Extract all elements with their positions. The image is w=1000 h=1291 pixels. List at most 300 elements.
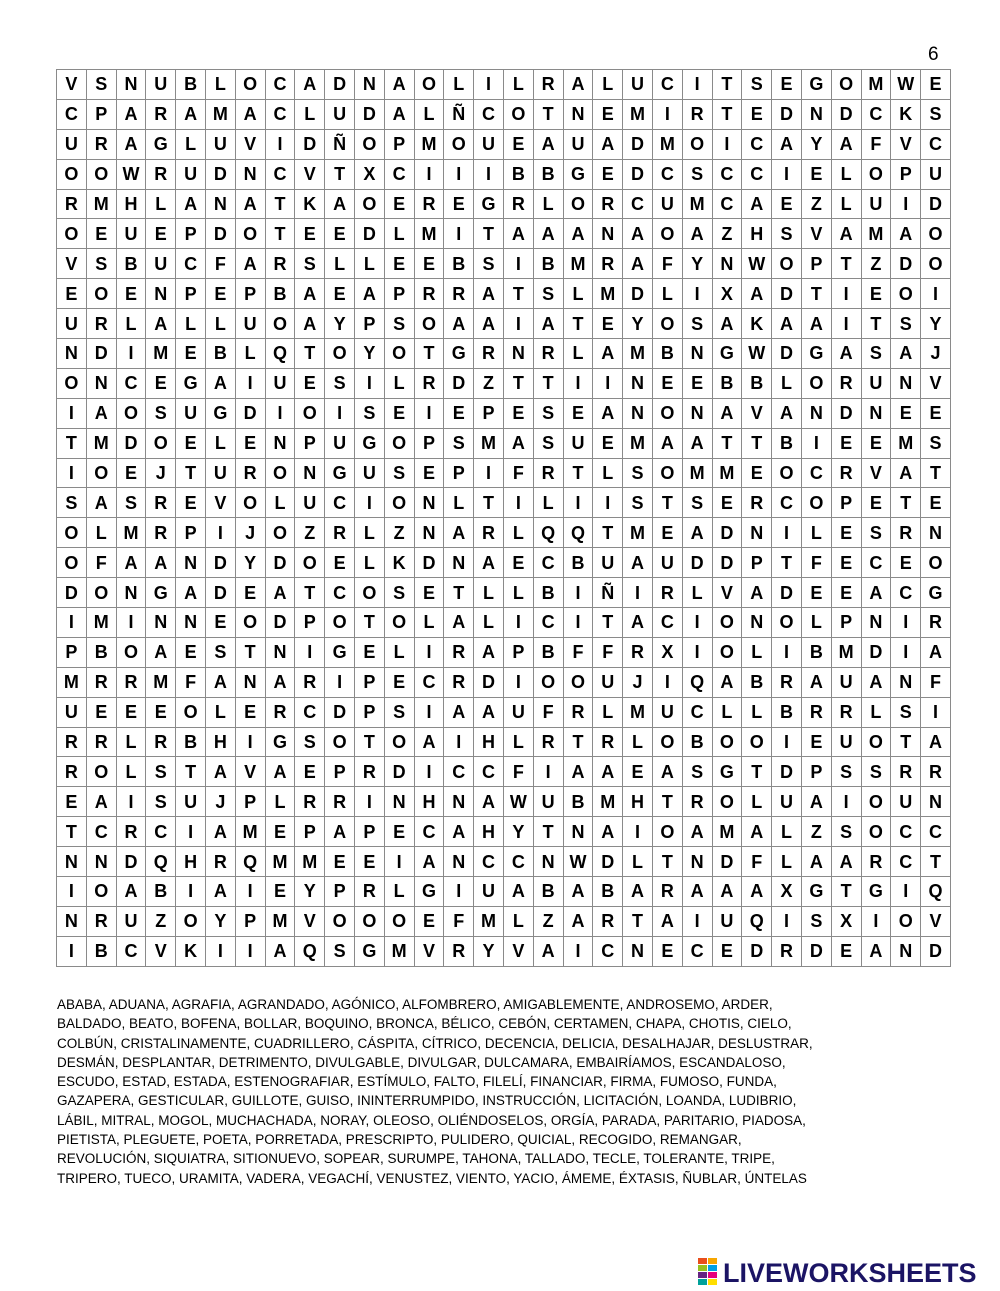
grid-cell[interactable]: A — [921, 727, 951, 757]
grid-cell[interactable]: L — [444, 70, 474, 100]
grid-cell[interactable]: N — [563, 99, 593, 129]
grid-cell[interactable]: Z — [801, 817, 831, 847]
grid-cell[interactable]: A — [533, 219, 563, 249]
grid-cell[interactable]: L — [176, 309, 206, 339]
grid-cell[interactable]: C — [861, 548, 891, 578]
grid-cell[interactable]: L — [116, 309, 146, 339]
grid-cell[interactable]: A — [325, 189, 355, 219]
grid-cell[interactable]: E — [384, 817, 414, 847]
grid-cell[interactable]: A — [414, 847, 444, 877]
grid-cell[interactable]: A — [116, 877, 146, 907]
grid-cell[interactable]: S — [861, 518, 891, 548]
grid-cell[interactable]: Z — [712, 219, 742, 249]
grid-cell[interactable]: P — [295, 817, 325, 847]
grid-cell[interactable]: O — [742, 727, 772, 757]
grid-cell[interactable]: T — [563, 309, 593, 339]
grid-cell[interactable]: E — [325, 548, 355, 578]
grid-cell[interactable]: L — [593, 697, 623, 727]
grid-cell[interactable]: I — [325, 398, 355, 428]
grid-cell[interactable]: Y — [325, 309, 355, 339]
grid-cell[interactable]: N — [354, 70, 384, 100]
grid-cell[interactable]: M — [861, 219, 891, 249]
grid-cell[interactable]: A — [235, 249, 265, 279]
grid-cell[interactable]: I — [444, 159, 474, 189]
grid-cell[interactable]: M — [146, 339, 176, 369]
grid-cell[interactable]: O — [503, 99, 533, 129]
grid-cell[interactable]: T — [533, 368, 563, 398]
grid-cell[interactable]: B — [533, 159, 563, 189]
grid-cell[interactable]: N — [116, 70, 146, 100]
grid-cell[interactable]: A — [325, 817, 355, 847]
grid-cell[interactable]: R — [623, 637, 653, 667]
grid-cell[interactable]: A — [265, 578, 295, 608]
grid-cell[interactable]: L — [503, 906, 533, 936]
grid-cell[interactable]: N — [235, 159, 265, 189]
grid-cell[interactable]: E — [682, 368, 712, 398]
grid-cell[interactable]: K — [176, 936, 206, 966]
grid-cell[interactable]: C — [921, 129, 951, 159]
grid-cell[interactable]: R — [593, 249, 623, 279]
grid-cell[interactable]: E — [652, 518, 682, 548]
grid-cell[interactable]: H — [623, 787, 653, 817]
grid-cell[interactable]: D — [682, 548, 712, 578]
grid-cell[interactable]: A — [176, 578, 206, 608]
grid-cell[interactable]: C — [593, 936, 623, 966]
grid-cell[interactable]: V — [861, 458, 891, 488]
grid-cell[interactable]: B — [742, 667, 772, 697]
grid-cell[interactable]: S — [861, 757, 891, 787]
grid-cell[interactable]: E — [414, 578, 444, 608]
grid-cell[interactable]: E — [116, 279, 146, 309]
grid-cell[interactable]: T — [652, 847, 682, 877]
grid-cell[interactable]: D — [712, 847, 742, 877]
grid-cell[interactable]: I — [861, 906, 891, 936]
grid-cell[interactable]: S — [891, 697, 921, 727]
grid-cell[interactable]: O — [176, 697, 206, 727]
grid-cell[interactable]: X — [652, 637, 682, 667]
grid-cell[interactable]: M — [414, 129, 444, 159]
grid-cell[interactable]: Z — [474, 368, 504, 398]
grid-cell[interactable]: F — [593, 637, 623, 667]
grid-cell[interactable]: I — [57, 458, 87, 488]
grid-cell[interactable]: E — [831, 548, 861, 578]
grid-cell[interactable]: D — [235, 398, 265, 428]
grid-cell[interactable]: E — [384, 667, 414, 697]
grid-cell[interactable]: G — [325, 637, 355, 667]
grid-cell[interactable]: U — [354, 458, 384, 488]
grid-cell[interactable]: A — [295, 279, 325, 309]
grid-cell[interactable]: S — [682, 488, 712, 518]
grid-cell[interactable]: T — [831, 877, 861, 907]
grid-cell[interactable]: T — [772, 548, 802, 578]
grid-cell[interactable]: L — [205, 70, 235, 100]
grid-cell[interactable]: I — [414, 159, 444, 189]
grid-cell[interactable]: P — [295, 608, 325, 638]
grid-cell[interactable]: T — [325, 159, 355, 189]
grid-cell[interactable]: M — [593, 787, 623, 817]
grid-cell[interactable]: A — [831, 219, 861, 249]
grid-cell[interactable]: O — [712, 727, 742, 757]
grid-cell[interactable]: D — [57, 578, 87, 608]
grid-cell[interactable]: Y — [295, 877, 325, 907]
grid-cell[interactable]: E — [831, 518, 861, 548]
grid-cell[interactable]: C — [325, 578, 355, 608]
grid-cell[interactable]: M — [205, 99, 235, 129]
grid-cell[interactable]: A — [891, 219, 921, 249]
grid-cell[interactable]: R — [146, 159, 176, 189]
grid-cell[interactable]: O — [384, 428, 414, 458]
grid-cell[interactable]: L — [742, 637, 772, 667]
grid-cell[interactable]: C — [265, 159, 295, 189]
grid-cell[interactable]: A — [682, 428, 712, 458]
grid-cell[interactable]: E — [325, 279, 355, 309]
grid-cell[interactable]: D — [742, 936, 772, 966]
grid-cell[interactable]: C — [414, 667, 444, 697]
grid-cell[interactable]: M — [474, 428, 504, 458]
grid-cell[interactable]: U — [831, 667, 861, 697]
grid-cell[interactable]: K — [742, 309, 772, 339]
grid-cell[interactable]: L — [384, 637, 414, 667]
grid-cell[interactable]: D — [772, 339, 802, 369]
grid-cell[interactable]: P — [235, 279, 265, 309]
grid-cell[interactable]: A — [384, 99, 414, 129]
grid-cell[interactable]: U — [295, 488, 325, 518]
grid-cell[interactable]: C — [712, 159, 742, 189]
grid-cell[interactable]: S — [533, 279, 563, 309]
grid-cell[interactable]: C — [325, 488, 355, 518]
grid-cell[interactable]: M — [414, 219, 444, 249]
grid-cell[interactable]: Q — [921, 877, 951, 907]
grid-cell[interactable]: I — [772, 906, 802, 936]
grid-cell[interactable]: E — [652, 936, 682, 966]
grid-cell[interactable]: A — [742, 189, 772, 219]
grid-cell[interactable]: A — [86, 787, 116, 817]
grid-cell[interactable]: O — [325, 727, 355, 757]
grid-cell[interactable]: P — [325, 877, 355, 907]
grid-cell[interactable]: R — [116, 817, 146, 847]
grid-cell[interactable]: L — [384, 877, 414, 907]
grid-cell[interactable]: A — [891, 458, 921, 488]
grid-cell[interactable]: N — [742, 518, 772, 548]
grid-cell[interactable]: F — [205, 249, 235, 279]
grid-cell[interactable]: A — [205, 667, 235, 697]
grid-cell[interactable]: T — [652, 787, 682, 817]
grid-cell[interactable]: S — [891, 309, 921, 339]
grid-cell[interactable]: D — [921, 189, 951, 219]
grid-cell[interactable]: G — [921, 578, 951, 608]
grid-cell[interactable]: E — [831, 936, 861, 966]
grid-cell[interactable]: S — [682, 309, 712, 339]
grid-cell[interactable]: T — [176, 757, 206, 787]
grid-cell[interactable]: M — [861, 70, 891, 100]
grid-cell[interactable]: L — [414, 608, 444, 638]
grid-cell[interactable]: L — [384, 368, 414, 398]
grid-cell[interactable]: O — [384, 608, 414, 638]
grid-cell[interactable]: E — [265, 817, 295, 847]
grid-cell[interactable]: I — [563, 578, 593, 608]
grid-cell[interactable]: S — [295, 727, 325, 757]
grid-cell[interactable]: U — [712, 906, 742, 936]
grid-cell[interactable]: E — [325, 847, 355, 877]
grid-cell[interactable]: I — [921, 279, 951, 309]
grid-cell[interactable]: G — [861, 877, 891, 907]
grid-cell[interactable]: P — [235, 906, 265, 936]
grid-cell[interactable]: B — [712, 368, 742, 398]
grid-cell[interactable]: T — [563, 727, 593, 757]
grid-cell[interactable]: U — [772, 787, 802, 817]
grid-cell[interactable]: A — [563, 70, 593, 100]
grid-cell[interactable]: O — [265, 309, 295, 339]
grid-cell[interactable]: E — [235, 578, 265, 608]
grid-cell[interactable]: L — [325, 249, 355, 279]
grid-cell[interactable]: N — [742, 608, 772, 638]
grid-cell[interactable]: I — [444, 727, 474, 757]
grid-cell[interactable]: E — [772, 70, 802, 100]
grid-cell[interactable]: Ñ — [444, 99, 474, 129]
grid-cell[interactable]: D — [712, 548, 742, 578]
grid-cell[interactable]: M — [384, 936, 414, 966]
grid-cell[interactable]: R — [146, 727, 176, 757]
grid-cell[interactable]: C — [533, 548, 563, 578]
grid-cell[interactable]: S — [384, 697, 414, 727]
grid-cell[interactable]: U — [176, 787, 206, 817]
grid-cell[interactable]: M — [146, 667, 176, 697]
grid-cell[interactable]: S — [86, 249, 116, 279]
grid-cell[interactable]: B — [801, 637, 831, 667]
grid-cell[interactable]: T — [712, 99, 742, 129]
grid-cell[interactable]: M — [682, 189, 712, 219]
grid-cell[interactable]: O — [772, 249, 802, 279]
grid-cell[interactable]: R — [205, 847, 235, 877]
grid-cell[interactable]: S — [682, 757, 712, 787]
grid-cell[interactable]: C — [265, 70, 295, 100]
grid-cell[interactable]: C — [652, 70, 682, 100]
grid-cell[interactable]: D — [444, 368, 474, 398]
grid-cell[interactable]: R — [116, 667, 146, 697]
grid-cell[interactable]: Q — [146, 847, 176, 877]
grid-cell[interactable]: L — [801, 518, 831, 548]
grid-cell[interactable]: O — [652, 727, 682, 757]
grid-cell[interactable]: I — [176, 877, 206, 907]
grid-cell[interactable]: S — [295, 249, 325, 279]
grid-cell[interactable]: R — [772, 667, 802, 697]
grid-cell[interactable]: Q — [235, 847, 265, 877]
grid-cell[interactable]: M — [86, 189, 116, 219]
grid-cell[interactable]: I — [831, 279, 861, 309]
grid-cell[interactable]: O — [354, 129, 384, 159]
grid-cell[interactable]: U — [652, 548, 682, 578]
grid-cell[interactable]: A — [444, 697, 474, 727]
grid-cell[interactable]: V — [57, 70, 87, 100]
grid-cell[interactable]: E — [593, 99, 623, 129]
grid-cell[interactable]: U — [533, 787, 563, 817]
grid-cell[interactable]: A — [623, 249, 653, 279]
grid-cell[interactable]: D — [772, 757, 802, 787]
grid-cell[interactable]: I — [712, 129, 742, 159]
grid-cell[interactable]: L — [861, 697, 891, 727]
grid-cell[interactable]: C — [414, 817, 444, 847]
grid-cell[interactable]: L — [831, 159, 861, 189]
grid-cell[interactable]: P — [295, 428, 325, 458]
grid-cell[interactable]: Z — [384, 518, 414, 548]
grid-cell[interactable]: I — [205, 518, 235, 548]
grid-cell[interactable]: M — [712, 817, 742, 847]
grid-cell[interactable]: J — [235, 518, 265, 548]
grid-cell[interactable]: E — [384, 398, 414, 428]
grid-cell[interactable]: U — [921, 159, 951, 189]
grid-cell[interactable]: R — [354, 757, 384, 787]
grid-cell[interactable]: I — [682, 608, 712, 638]
grid-cell[interactable]: E — [57, 787, 87, 817]
grid-cell[interactable]: C — [682, 936, 712, 966]
grid-cell[interactable]: T — [444, 578, 474, 608]
grid-cell[interactable]: L — [593, 70, 623, 100]
grid-cell[interactable]: R — [444, 637, 474, 667]
grid-cell[interactable]: Y — [474, 936, 504, 966]
grid-cell[interactable]: A — [444, 608, 474, 638]
grid-cell[interactable]: R — [831, 697, 861, 727]
grid-cell[interactable]: R — [772, 936, 802, 966]
grid-cell[interactable]: A — [801, 787, 831, 817]
grid-cell[interactable]: A — [921, 637, 951, 667]
grid-cell[interactable]: P — [384, 279, 414, 309]
grid-cell[interactable]: R — [742, 488, 772, 518]
grid-cell[interactable]: I — [563, 936, 593, 966]
grid-cell[interactable]: Z — [861, 249, 891, 279]
grid-cell[interactable]: I — [682, 70, 712, 100]
grid-cell[interactable]: O — [921, 548, 951, 578]
grid-cell[interactable]: I — [354, 488, 384, 518]
grid-cell[interactable]: I — [891, 608, 921, 638]
grid-cell[interactable]: A — [146, 309, 176, 339]
grid-cell[interactable]: W — [563, 847, 593, 877]
grid-cell[interactable]: G — [712, 757, 742, 787]
grid-cell[interactable]: T — [742, 428, 772, 458]
grid-cell[interactable]: N — [891, 936, 921, 966]
grid-cell[interactable]: A — [623, 219, 653, 249]
grid-cell[interactable]: O — [712, 787, 742, 817]
grid-cell[interactable]: T — [593, 518, 623, 548]
grid-cell[interactable]: A — [652, 906, 682, 936]
grid-cell[interactable]: M — [891, 428, 921, 458]
grid-cell[interactable]: A — [772, 398, 802, 428]
grid-cell[interactable]: U — [205, 129, 235, 159]
grid-cell[interactable]: I — [354, 368, 384, 398]
grid-cell[interactable]: I — [593, 368, 623, 398]
grid-cell[interactable]: J — [921, 339, 951, 369]
grid-cell[interactable]: D — [712, 518, 742, 548]
grid-cell[interactable]: A — [503, 219, 533, 249]
grid-cell[interactable]: N — [176, 608, 206, 638]
grid-cell[interactable]: N — [682, 398, 712, 428]
grid-cell[interactable]: A — [593, 398, 623, 428]
grid-cell[interactable]: N — [295, 458, 325, 488]
grid-cell[interactable]: Y — [205, 906, 235, 936]
grid-cell[interactable]: L — [652, 279, 682, 309]
grid-cell[interactable]: D — [474, 667, 504, 697]
grid-cell[interactable]: U — [325, 428, 355, 458]
grid-cell[interactable]: S — [861, 339, 891, 369]
grid-cell[interactable]: A — [86, 488, 116, 518]
grid-cell[interactable]: C — [891, 847, 921, 877]
grid-cell[interactable]: A — [831, 339, 861, 369]
grid-cell[interactable]: S — [354, 398, 384, 428]
grid-cell[interactable]: F — [86, 548, 116, 578]
grid-cell[interactable]: C — [57, 99, 87, 129]
grid-cell[interactable]: A — [682, 219, 712, 249]
grid-cell[interactable]: E — [295, 757, 325, 787]
grid-cell[interactable]: S — [831, 817, 861, 847]
grid-cell[interactable]: I — [474, 70, 504, 100]
grid-cell[interactable]: E — [921, 488, 951, 518]
grid-cell[interactable]: Y — [801, 129, 831, 159]
grid-cell[interactable]: I — [772, 637, 802, 667]
grid-cell[interactable]: B — [86, 637, 116, 667]
grid-cell[interactable]: L — [742, 697, 772, 727]
grid-cell[interactable]: K — [295, 189, 325, 219]
grid-cell[interactable]: A — [712, 309, 742, 339]
grid-cell[interactable]: X — [831, 906, 861, 936]
grid-cell[interactable]: A — [384, 70, 414, 100]
grid-cell[interactable]: L — [474, 578, 504, 608]
grid-cell[interactable]: E — [176, 637, 206, 667]
grid-cell[interactable]: A — [682, 518, 712, 548]
grid-cell[interactable]: A — [623, 877, 653, 907]
grid-cell[interactable]: U — [891, 787, 921, 817]
grid-cell[interactable]: G — [325, 458, 355, 488]
grid-cell[interactable]: L — [176, 129, 206, 159]
grid-cell[interactable]: L — [354, 249, 384, 279]
grid-cell[interactable]: E — [235, 697, 265, 727]
grid-cell[interactable]: R — [444, 936, 474, 966]
grid-cell[interactable]: C — [652, 608, 682, 638]
grid-cell[interactable]: W — [742, 249, 772, 279]
grid-cell[interactable]: H — [474, 727, 504, 757]
grid-cell[interactable]: E — [712, 488, 742, 518]
grid-cell[interactable]: A — [474, 637, 504, 667]
grid-cell[interactable]: C — [712, 189, 742, 219]
grid-cell[interactable]: S — [57, 488, 87, 518]
grid-cell[interactable]: V — [205, 488, 235, 518]
grid-cell[interactable]: A — [593, 817, 623, 847]
grid-cell[interactable]: M — [623, 518, 653, 548]
grid-cell[interactable]: L — [503, 578, 533, 608]
grid-cell[interactable]: W — [116, 159, 146, 189]
grid-cell[interactable]: P — [176, 219, 206, 249]
grid-cell[interactable]: R — [444, 279, 474, 309]
grid-cell[interactable]: O — [86, 458, 116, 488]
grid-cell[interactable]: B — [116, 249, 146, 279]
grid-cell[interactable]: R — [533, 339, 563, 369]
grid-cell[interactable]: P — [444, 458, 474, 488]
grid-cell[interactable]: A — [623, 608, 653, 638]
grid-cell[interactable]: D — [921, 936, 951, 966]
grid-cell[interactable]: G — [801, 339, 831, 369]
grid-cell[interactable]: I — [57, 398, 87, 428]
grid-cell[interactable]: A — [742, 817, 772, 847]
grid-cell[interactable]: E — [295, 219, 325, 249]
grid-cell[interactable]: L — [563, 279, 593, 309]
grid-cell[interactable]: L — [146, 189, 176, 219]
grid-cell[interactable]: T — [831, 249, 861, 279]
grid-cell[interactable]: N — [205, 189, 235, 219]
grid-cell[interactable]: G — [563, 159, 593, 189]
grid-cell[interactable]: N — [682, 847, 712, 877]
grid-cell[interactable]: P — [86, 99, 116, 129]
grid-cell[interactable]: O — [325, 339, 355, 369]
grid-cell[interactable]: I — [235, 368, 265, 398]
grid-cell[interactable]: U — [146, 249, 176, 279]
